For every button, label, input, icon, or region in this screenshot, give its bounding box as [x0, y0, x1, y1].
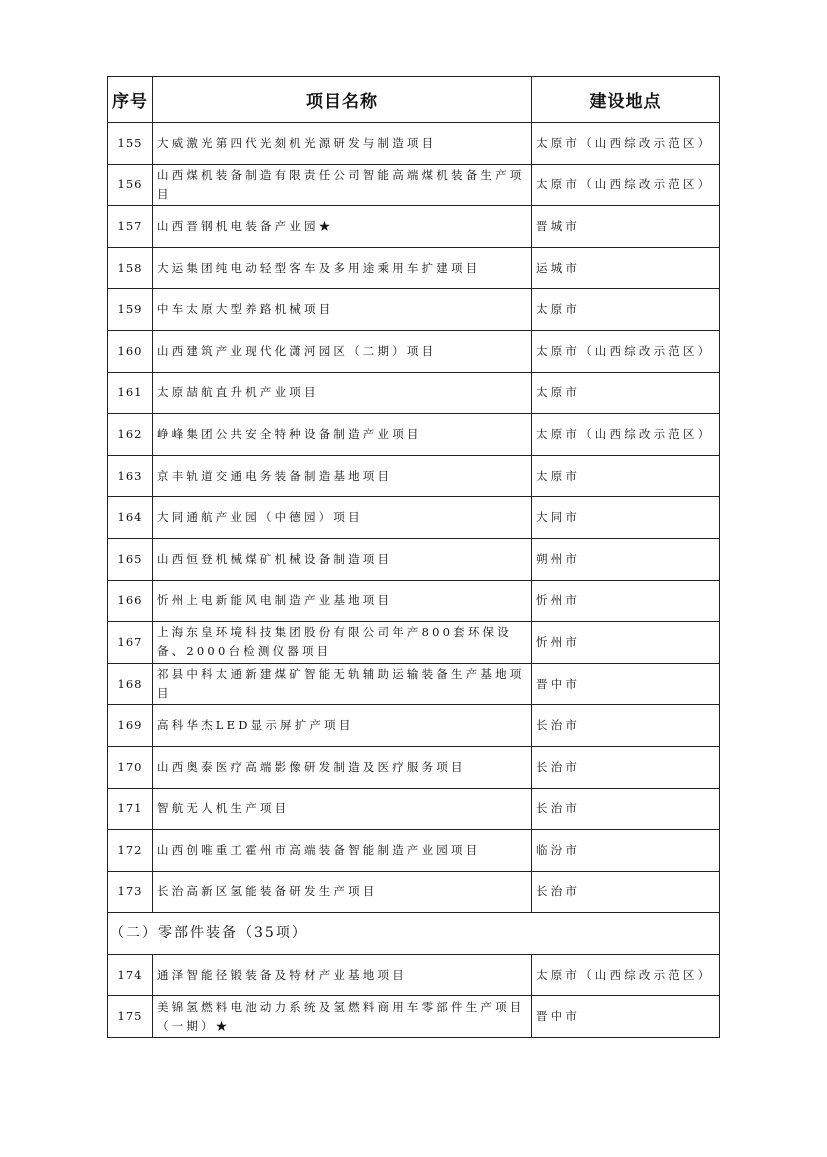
row-number: 169 — [108, 705, 153, 747]
project-name: 智航无人机生产项目 — [153, 788, 532, 830]
header-row — [108, 77, 720, 123]
table-body-b — [108, 954, 720, 1037]
project-table — [107, 76, 720, 1038]
project-name: 峥峰集团公共安全特种设备制造产业项目 — [153, 414, 532, 456]
location: 长治市 — [532, 788, 720, 830]
row-number: 165 — [108, 538, 153, 580]
location: 太原市 — [532, 455, 720, 497]
row-number: 167 — [108, 622, 153, 664]
project-name: 祁县中科太通新建煤矿智能无轨辅助运输装备生产基地项目 — [153, 663, 532, 705]
section-title: （二）零部件装备（35项） — [108, 913, 720, 955]
location: 长治市 — [532, 746, 720, 788]
row-number: 166 — [108, 580, 153, 622]
row-number: 168 — [108, 663, 153, 705]
header-number: 序号 — [108, 77, 153, 123]
table-row — [108, 330, 720, 372]
row-number: 173 — [108, 871, 153, 913]
row-number: 159 — [108, 289, 153, 331]
table-row — [108, 538, 720, 580]
location: 太原市 — [532, 372, 720, 414]
table-row — [108, 455, 720, 497]
table-row — [108, 164, 720, 206]
header-project-name: 项目名称 — [153, 77, 532, 123]
table-row — [108, 788, 720, 830]
location: 大同市 — [532, 497, 720, 539]
row-number: 158 — [108, 247, 153, 289]
location: 临汾市 — [532, 830, 720, 872]
row-number: 175 — [108, 996, 153, 1038]
table-row — [108, 497, 720, 539]
location: 朔州市 — [532, 538, 720, 580]
row-number: 172 — [108, 830, 153, 872]
table-row — [108, 123, 720, 165]
row-number: 155 — [108, 123, 153, 165]
project-name: 通泽智能径锻装备及特材产业基地项目 — [153, 954, 532, 996]
table-row — [108, 705, 720, 747]
table-row — [108, 580, 720, 622]
row-number: 170 — [108, 746, 153, 788]
location: 运城市 — [532, 247, 720, 289]
row-number: 157 — [108, 206, 153, 248]
location: 太原市（山西综改示范区） — [532, 330, 720, 372]
location: 晋中市 — [532, 663, 720, 705]
project-name: 山西建筑产业现代化潇河园区（二期）项目 — [153, 330, 532, 372]
project-name: 大威激光第四代光刻机光源研发与制造项目 — [153, 123, 532, 165]
row-number: 164 — [108, 497, 153, 539]
location: 太原市（山西综改示范区） — [532, 164, 720, 206]
table-row — [108, 830, 720, 872]
location: 长治市 — [532, 705, 720, 747]
project-name: 忻州上电新能风电制造产业基地项目 — [153, 580, 532, 622]
table-row — [108, 871, 720, 913]
header-location: 建设地点 — [532, 77, 720, 123]
row-number: 162 — [108, 414, 153, 456]
project-name: 上海东皇环境科技集团股份有限公司年产800套环保设备、2000台检测仪器项目 — [153, 622, 532, 664]
location: 太原市（山西综改示范区） — [532, 123, 720, 165]
section-body — [108, 913, 720, 955]
location: 太原市 — [532, 289, 720, 331]
project-name: 长治高新区氢能装备研发生产项目 — [153, 871, 532, 913]
location: 晋城市 — [532, 206, 720, 248]
table-row — [108, 996, 720, 1038]
project-name: 山西煤机装备制造有限责任公司智能高端煤机装备生产项目 — [153, 164, 532, 206]
table-row — [108, 372, 720, 414]
location: 长治市 — [532, 871, 720, 913]
project-name: 山西创唯重工霍州市高端装备智能制造产业园项目 — [153, 830, 532, 872]
table-body-a — [108, 123, 720, 913]
project-name: 高科华杰LED显示屏扩产项目 — [153, 705, 532, 747]
project-name: 美锦氢燃料电池动力系统及氢燃料商用车零部件生产项目（一期）★ — [153, 996, 532, 1038]
project-name: 大同通航产业园（中德园）项目 — [153, 497, 532, 539]
row-number: 163 — [108, 455, 153, 497]
project-name: 山西恒登机械煤矿机械设备制造项目 — [153, 538, 532, 580]
row-number: 171 — [108, 788, 153, 830]
project-name: 山西奥泰医疗高端影像研发制造及医疗服务项目 — [153, 746, 532, 788]
table-row — [108, 746, 720, 788]
project-name: 大运集团纯电动轻型客车及多用途乘用车扩建项目 — [153, 247, 532, 289]
table-row — [108, 954, 720, 996]
location: 晋中市 — [532, 996, 720, 1038]
table-row — [108, 414, 720, 456]
project-name: 太原喆航直升机产业项目 — [153, 372, 532, 414]
section-row — [108, 913, 720, 955]
table-row — [108, 247, 720, 289]
row-number: 174 — [108, 954, 153, 996]
row-number: 156 — [108, 164, 153, 206]
location: 太原市（山西综改示范区） — [532, 414, 720, 456]
row-number: 161 — [108, 372, 153, 414]
location: 忻州市 — [532, 580, 720, 622]
project-name: 中车太原大型养路机械项目 — [153, 289, 532, 331]
location: 太原市（山西综改示范区） — [532, 954, 720, 996]
table-row — [108, 206, 720, 248]
table-row — [108, 622, 720, 664]
row-number: 160 — [108, 330, 153, 372]
location: 忻州市 — [532, 622, 720, 664]
project-name: 山西晋钢机电装备产业园★ — [153, 206, 532, 248]
table-row — [108, 663, 720, 705]
project-name: 京丰轨道交通电务装备制造基地项目 — [153, 455, 532, 497]
table-row — [108, 289, 720, 331]
